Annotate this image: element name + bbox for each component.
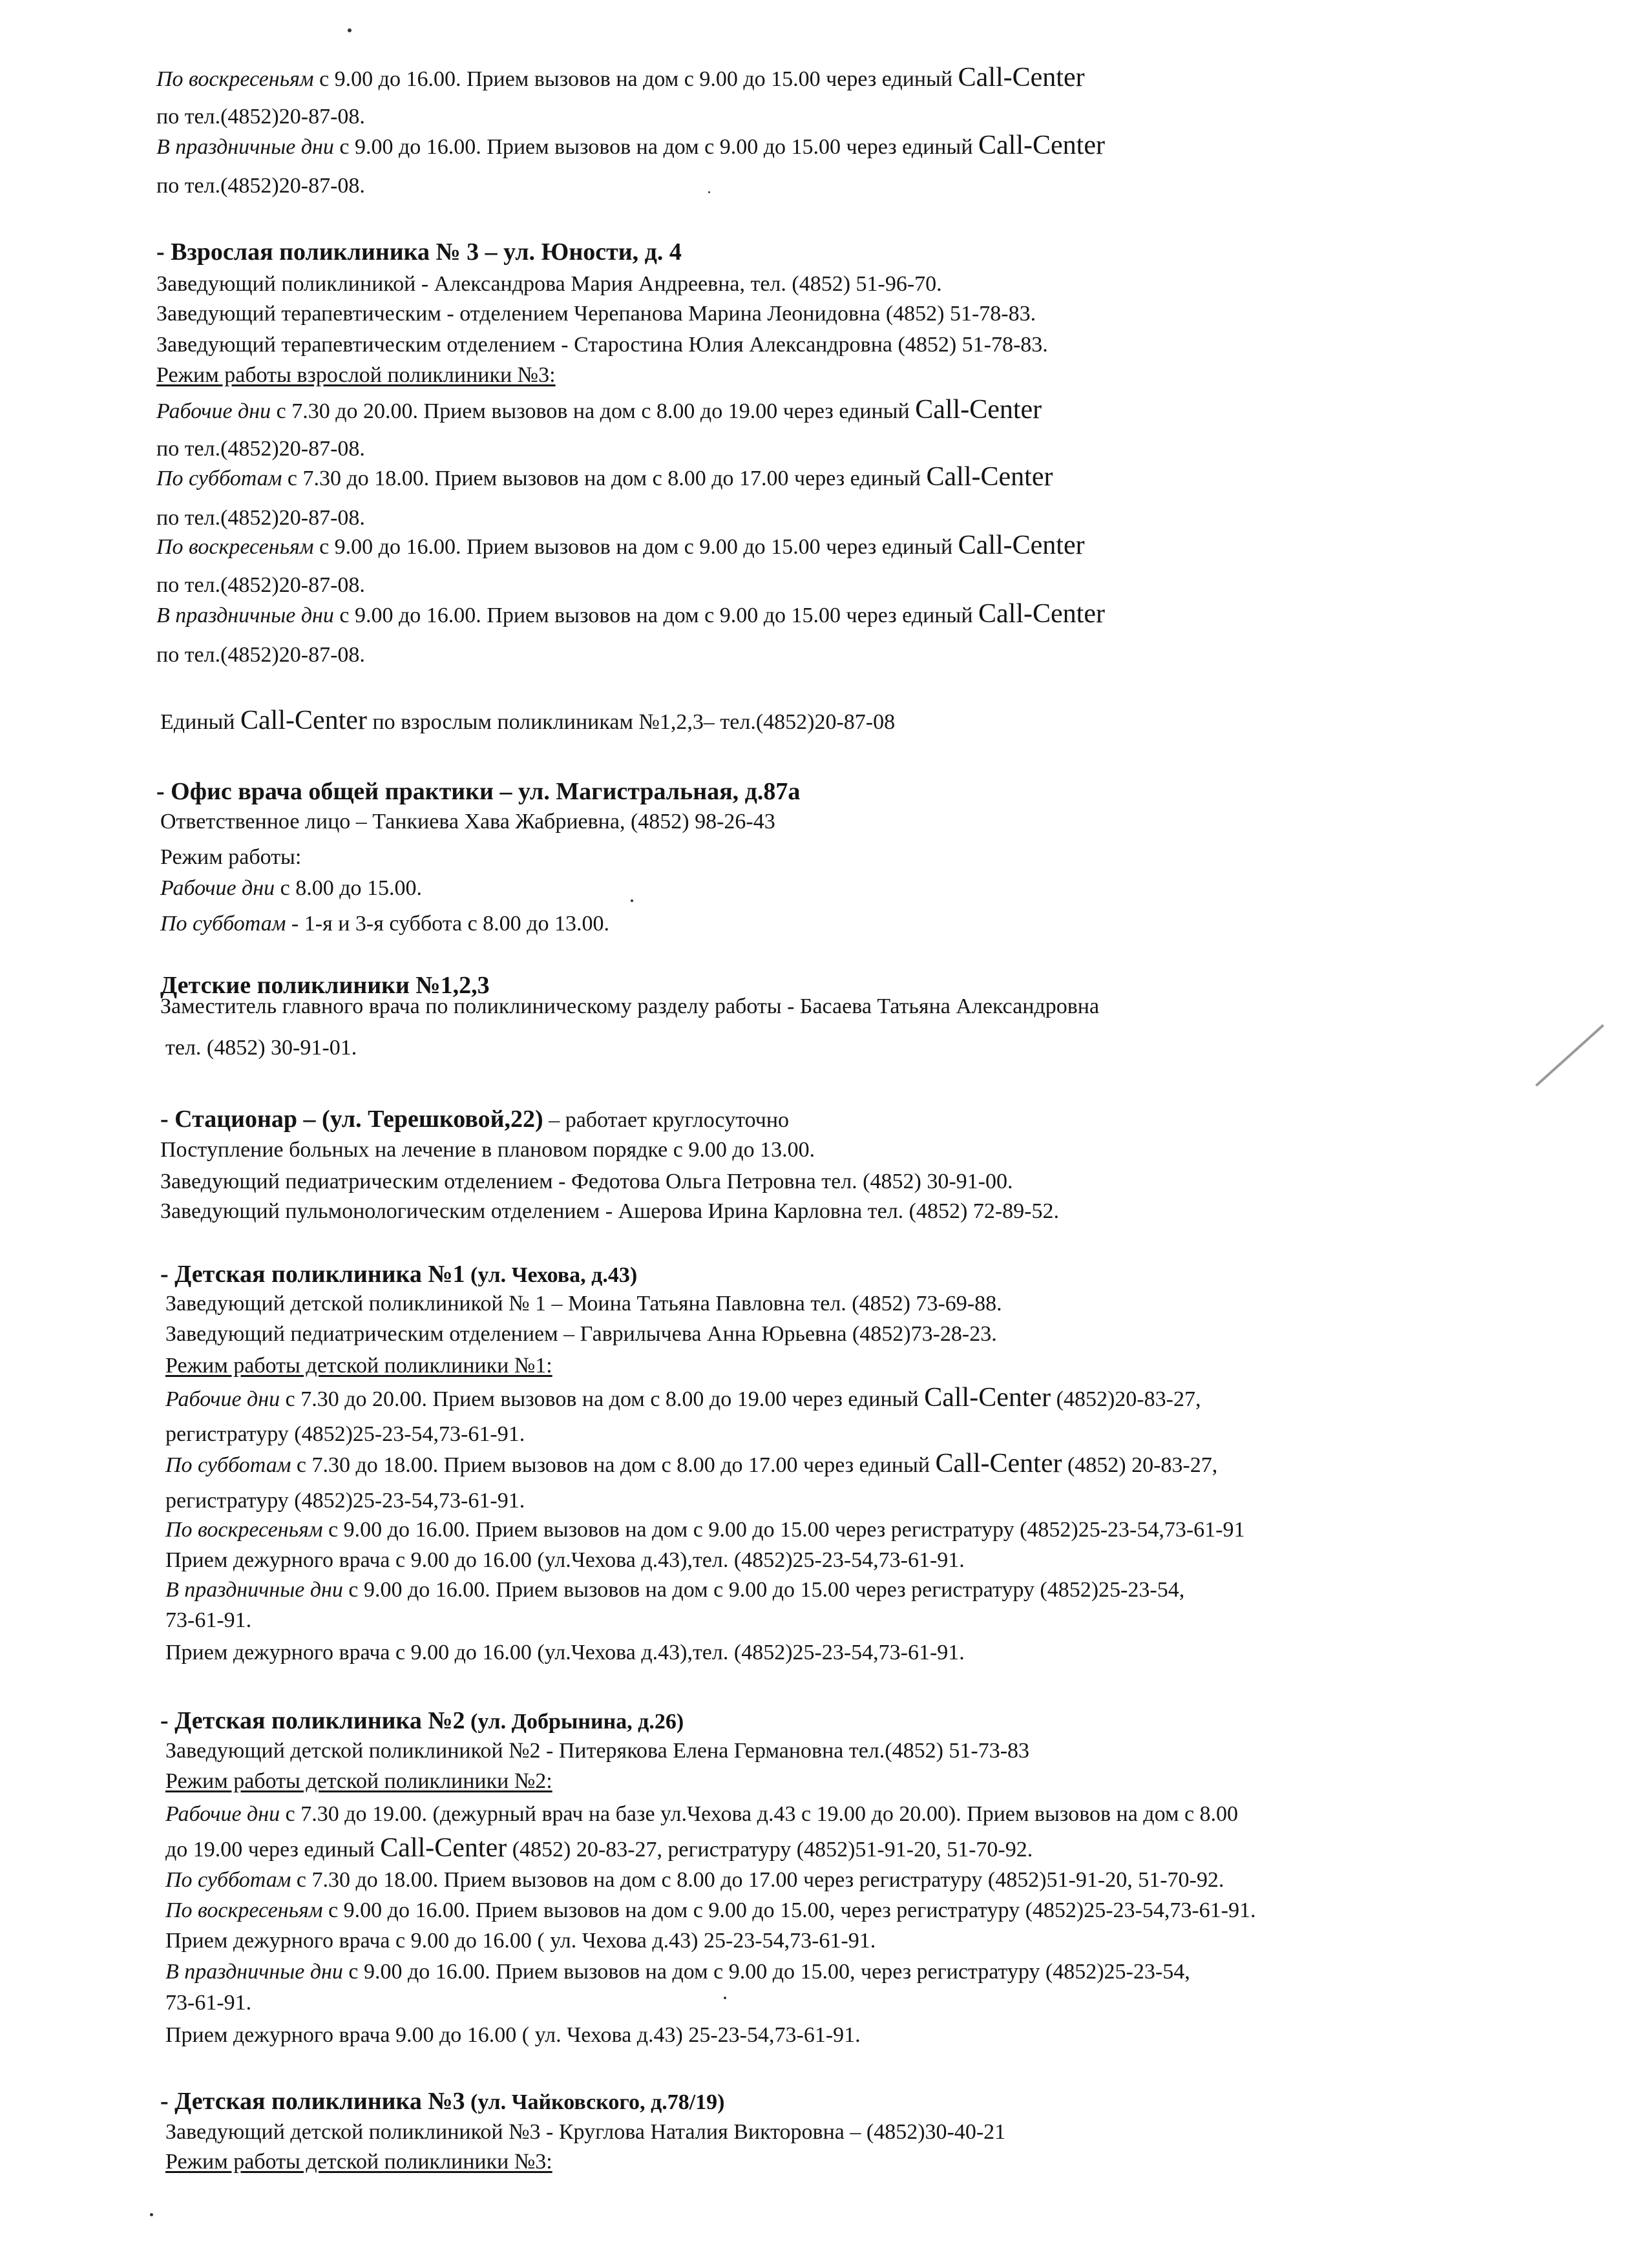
child1-sunday-text: с 9.00 до 16.00. Прием вызовов на дом с 9.00 до 15.00 через регистратуру (4852)25-23-54,73-61-91 (322, 1518, 1245, 1542)
child1-workdays-registry: регистратуру (4852)25-23-54,73-61-91. (165, 1422, 525, 1446)
adult3-holiday-text: с 9.00 до 16.00. Прием вызовов на дом с 9.00 до 15.00 через единый (333, 604, 979, 627)
child1-head: Заведующий детской поликлиникой № 1 – Моина Татьяна Павловна тел. (4852) 73-69-88. (165, 1292, 1002, 1316)
top-sunday-label: По воскресеньям (156, 67, 314, 91)
child1-workdays-call-center: Call-Center (924, 1383, 1051, 1412)
child1-sunday-duty: Прием дежурного врача с 9.00 до 16.00 (ул.Чехова д.43),тел. (4852)25-23-54,73-61-91. (165, 1548, 965, 1572)
adult3-therapy-2: Заведующий терапевтическим отделением - Старостина Юлия Александровна (4852) 51-78-83. (156, 333, 1048, 357)
adult3-holiday-phone: по тел.(4852)20-87-08. (156, 643, 365, 667)
united-call-center-label: Call-Center (240, 706, 367, 735)
united-call-center-post: по взрослым поликлиникам №1,2,3– тел.(4852)20-87-08 (366, 710, 896, 734)
adult3-head: Заведующий поликлиникой - Александрова Мария Андреевна, тел. (4852) 51-96-70. (156, 272, 942, 296)
child1-title: - Детская поликлиника №1 (160, 1261, 465, 1288)
child2-saturday-text: с 7.30 до 18.00. Прием вызовов на дом с 8.00 до 17.00 через регистратуру (4852)51-91-20, 51-70-92. (291, 1868, 1224, 1892)
child1-sunday-label: По воскресеньям (165, 1518, 323, 1542)
child2-title-line (160, 1708, 684, 1735)
child1-holiday-line (165, 1577, 1184, 1603)
child3-head: Заведующий детской поликлиникой №3 - Круглова Наталия Викторовна – (4852)30-40-21 (165, 2120, 1006, 2144)
child1-holiday-text: с 9.00 до 16.00. Прием вызовов на дом с 9.00 до 15.00 через регистратуру (4852)25-23-54, (342, 1578, 1185, 1602)
child3-schedule-title: Режим работы детской поликлиники №3: (165, 2150, 552, 2174)
hospital-title: - Стационар – (ул. Терешковой,22) (160, 1106, 543, 1133)
adult3-title: - Взрослая поликлиника № 3 – ул. Юности, д. 4 (156, 238, 682, 266)
adult3-therapy-1: Заведующий терапевтическим - отделением Черепанова Марина Леонидовна (4852) 51-78-83. (156, 302, 1036, 326)
child2-workdays-pre: до 19.00 через единый (165, 1838, 381, 1862)
top-sunday-phone: по тел.(4852)20-87-08. (156, 105, 365, 129)
top-sunday-line (156, 65, 1085, 92)
adult3-holiday-label: В праздничные дни (156, 604, 334, 627)
adult3-schedule-title: Режим работы взрослой поликлиники №3: (156, 363, 556, 387)
child1-saturday-registry: регистратуру (4852)25-23-54,73-61-91. (165, 1489, 525, 1513)
adult3-holiday-line (156, 601, 1105, 629)
adult3-sunday-label: По воскресеньям (156, 535, 314, 559)
scan-speck (708, 191, 710, 193)
office-mode: Режим работы: (160, 845, 302, 869)
adult3-saturday-call-center: Call-Center (926, 462, 1053, 492)
adult3-saturday-text: с 7.30 до 18.00. Прием вызовов на дом с 8.00 до 17.00 через единый (282, 467, 927, 490)
top-holiday-label: В праздничные дни (156, 135, 334, 159)
child1-saturday-phone: (4852) 20-83-27, (1062, 1453, 1218, 1477)
office-workdays-label: Рабочие дни (160, 876, 275, 900)
child2-sunday-label: По воскресеньям (165, 1898, 323, 1922)
child1-holiday-cont: 73-61-91. (165, 1608, 252, 1632)
child1-sunday-line (165, 1517, 1245, 1543)
hospital-admission: Поступление больных на лечение в плановом порядке с 9.00 до 13.00. (160, 1138, 815, 1162)
adult3-saturday-line (156, 464, 1053, 492)
child2-schedule-title: Режим работы детской поликлиники №2: (165, 1769, 552, 1793)
top-sunday-text: с 9.00 до 16.00. Прием вызовов на дом с 9.00 до 15.00 через единый (313, 67, 958, 91)
child1-workdays-line (165, 1385, 1201, 1412)
child2-holiday-text: с 9.00 до 16.00. Прием вызовов на дом с 9.00 до 15.00, через регистратуру (4852)25-23-54, (342, 1960, 1190, 1984)
child2-address: (ул. Добрынина, д.26) (465, 1710, 684, 1734)
adult3-saturday-label: По субботам (156, 467, 282, 490)
child1-saturday-call-center: Call-Center (935, 1449, 1062, 1478)
adult3-workdays-call-center: Call-Center (915, 395, 1042, 425)
united-call-center-line (160, 708, 895, 735)
top-holiday-line (156, 132, 1105, 160)
child2-head: Заведующий детской поликлиникой №2 - Питерякова Елена Германовна тел.(4852) 51-73-83 (165, 1739, 1030, 1763)
child1-address: (ул. Чехова, д.43) (465, 1263, 638, 1287)
top-holiday-phone: по тел.(4852)20-87-08. (156, 174, 365, 198)
child2-workdays-call-center: Call-Center (380, 1833, 507, 1863)
office-title: - Офис врача общей практики – ул. Магистральная, д.87а (156, 778, 801, 805)
child2-saturday-label: По субботам (165, 1868, 291, 1892)
child2-sunday-line (165, 1898, 1256, 1924)
child2-workdays-text: с 7.30 до 19.00. (дежурный врач на базе ул.Чехова д.43 с 19.00 до 20.00). Прием вызовов на дом с 8.00 (285, 1802, 1239, 1826)
office-workdays-text: с 8.00 до 15.00. (275, 876, 423, 900)
scan-speck (150, 2213, 153, 2216)
child2-workdays-post: (4852) 20-83-27, регистратуру (4852)51-91-20, 51-70-92. (507, 1838, 1033, 1862)
child1-workdays-text: с 7.30 до 20.00. Прием вызовов на дом с 8.00 до 19.00 через единый (285, 1387, 925, 1411)
adult3-sunday-text: с 9.00 до 16.00. Прием вызовов на дом с 9.00 до 15.00 через единый (313, 535, 958, 559)
scan-speck (724, 1997, 726, 1999)
united-call-center-pre: Единый (160, 710, 240, 734)
child2-holiday-cont: 73-61-91. (165, 1991, 252, 2015)
child2-workdays-label: Рабочие дни (165, 1802, 286, 1826)
child2-saturday-line (165, 1867, 1224, 1893)
children-deputy: Заместитель главного врача по поликлиническому разделу работы - Басаева Татьяна Александровна (160, 994, 1100, 1018)
child2-holiday-duty: Прием дежурного врача 9.00 до 16.00 ( ул. Чехова д.43) 25-23-54,73-61-91. (165, 2023, 861, 2047)
child1-holiday-label: В праздничные дни (165, 1578, 343, 1602)
adult3-holiday-call-center: Call-Center (978, 599, 1105, 629)
child2-title: - Детская поликлиника №2 (160, 1707, 465, 1734)
children-title: Детские поликлиники №1,2,3 (160, 972, 490, 999)
child1-saturday-label: По субботам (165, 1453, 291, 1477)
hospital-title-line (160, 1106, 789, 1133)
hospital-title-tail: – работает круглосуточно (543, 1108, 790, 1132)
top-sunday-call-center: Call-Center (958, 63, 1085, 92)
child1-workdays-label: Рабочие дни (165, 1387, 286, 1411)
child1-pediatric: Заведующий педиатрическим отделением – Гаврилычева Анна Юрьевна (4852)73-28-23. (165, 1322, 997, 1346)
child2-sunday-text: с 9.00 до 16.00. Прием вызовов на дом с 9.00 до 15.00, через регистратуру (4852)25-23-54,73-61-91. (322, 1898, 1256, 1922)
scan-scratch-mark (1535, 1024, 1604, 1087)
adult3-sunday-call-center: Call-Center (958, 530, 1085, 560)
child1-holiday-duty: Прием дежурного врача с 9.00 до 16.00 (ул.Чехова д.43),тел. (4852)25-23-54,73-61-91. (165, 1641, 965, 1664)
hospital-pulmonology: Заведующий пульмонологическим отделением - Ашерова Ирина Карловна тел. (4852) 72-89-52. (160, 1199, 1059, 1223)
top-holiday-call-center: Call-Center (978, 131, 1105, 160)
adult3-saturday-phone: по тел.(4852)20-87-08. (156, 506, 365, 530)
adult3-workdays-line (156, 397, 1042, 425)
adult3-workdays-text: с 7.30 до 20.00. Прием вызовов на дом с 8.00 до 19.00 через единый (276, 399, 916, 423)
child1-saturday-line (165, 1451, 1217, 1478)
scan-speck (348, 28, 352, 32)
office-saturday-label: По субботам (160, 912, 286, 936)
child2-sunday-duty: Прием дежурного врача с 9.00 до 16.00 ( ул. Чехова д.43) 25-23-54,73-61-91. (165, 1929, 876, 1953)
children-phone: тел. (4852) 30-91-01. (165, 1036, 357, 1060)
child2-workdays-line2 (165, 1835, 1033, 1863)
scan-speck (631, 899, 633, 902)
child1-saturday-text: с 7.30 до 18.00. Прием вызовов на дом с 8.00 до 17.00 через единый (291, 1453, 936, 1477)
child2-workdays-line (165, 1801, 1238, 1827)
child1-schedule-title: Режим работы детской поликлиники №1: (165, 1354, 552, 1378)
child1-title-line (160, 1261, 637, 1288)
child2-holiday-label: В праздничные дни (165, 1960, 343, 1984)
adult3-workdays-phone: по тел.(4852)20-87-08. (156, 437, 365, 461)
child3-address: (ул. Чайковского, д.78/19) (465, 2090, 725, 2114)
top-holiday-text: с 9.00 до 16.00. Прием вызовов на дом с 9.00 до 15.00 через единый (333, 135, 979, 159)
office-saturday-line (160, 911, 609, 937)
child3-title: - Детская поликлиника №3 (160, 2088, 465, 2115)
office-responsible: Ответственное лицо – Танкиева Хава Жабриевна, (4852) 98-26-43 (160, 810, 775, 834)
adult3-sunday-phone: по тел.(4852)20-87-08. (156, 573, 365, 597)
child1-workdays-phone: (4852)20-83-27, (1051, 1387, 1201, 1411)
adult3-sunday-line (156, 532, 1085, 560)
adult3-workdays-label: Рабочие дни (156, 399, 277, 423)
hospital-pediatric: Заведующий педиатрическим отделением - Федотова Ольга Петровна тел. (4852) 30-91-00. (160, 1170, 1013, 1193)
office-workdays-line (160, 876, 422, 901)
child2-holiday-line (165, 1959, 1190, 1985)
office-saturday-text: - 1-я и 3-я суббота с 8.00 до 13.00. (286, 912, 609, 936)
child3-title-line (160, 2088, 724, 2116)
